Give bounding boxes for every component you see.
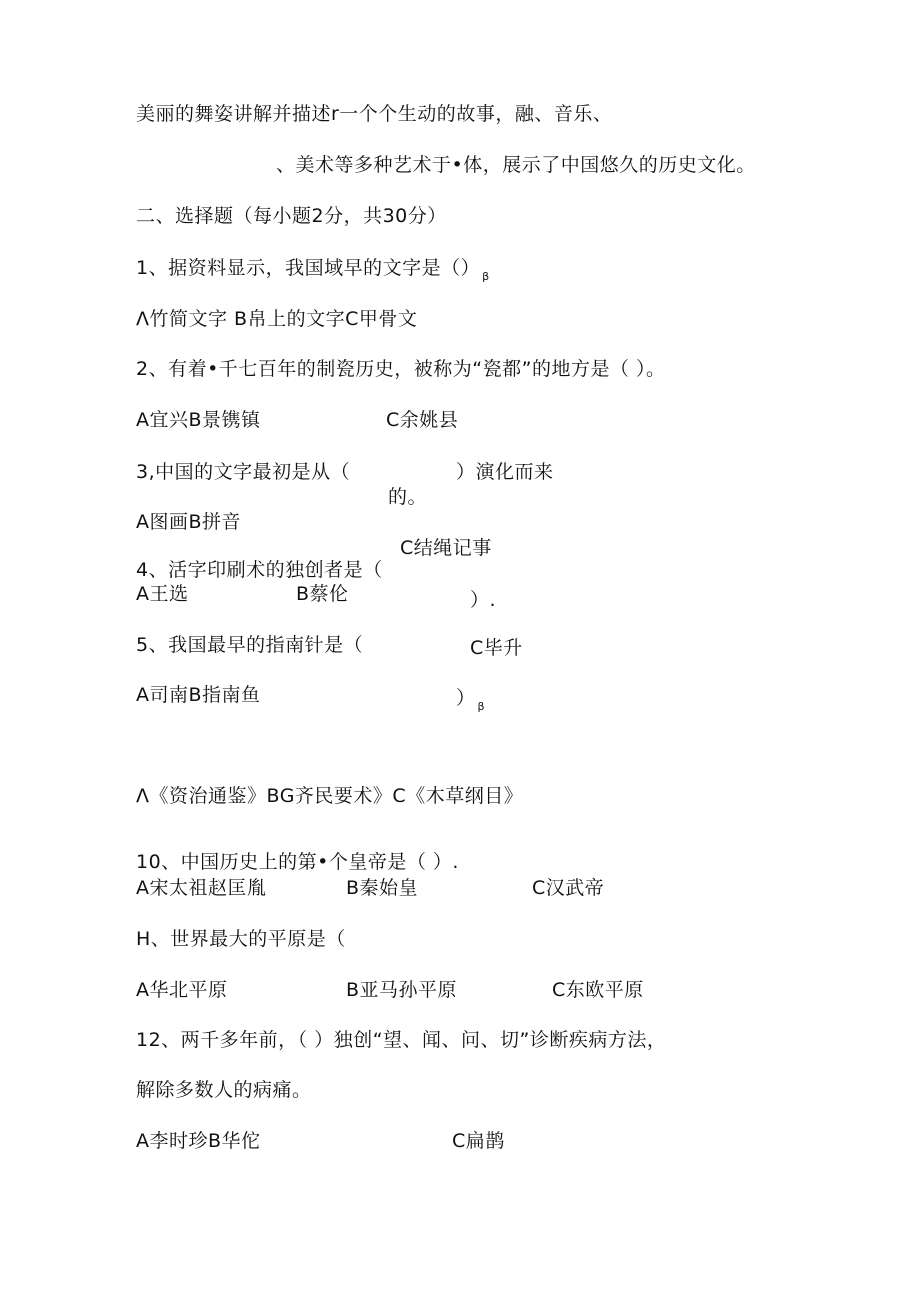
question-4-option-b: B蔡伦: [296, 583, 349, 605]
question-5-close-paren: ）: [456, 687, 476, 709]
question-11: H、世界最大的平原是（: [136, 928, 346, 950]
question-4: 4、活字印刷术的独创者是（: [136, 559, 383, 581]
question-5-option-c: C毕升: [470, 637, 523, 659]
question-1-options: Λ竹简文字 B帛上的文字C甲骨文: [136, 308, 418, 330]
text-line-intro-2: 、美术等多种艺术于•体，展示了中国悠久的历史文化。: [276, 154, 756, 176]
question-5: 5、我国最早的指南针是（: [136, 634, 364, 656]
question-1-text: 1、据资料显示，我国域早的文字是（）: [136, 257, 481, 279]
question-10-option-b: B秦始皇: [346, 877, 419, 899]
book-options: Λ《资治通鉴》BG齐民要术》C《木草纲目》: [136, 785, 524, 807]
question-3-tail: 的。: [388, 486, 428, 508]
section-heading: 二、选择题（每小题2分，共30分）: [136, 205, 447, 227]
question-2-options-ab: A宜兴B景镌镇: [136, 409, 261, 431]
question-12-continuation: 解除多数人的病痛。: [136, 1079, 312, 1101]
question-11-option-b: B亚马孙平原: [346, 979, 458, 1001]
question-11-option-c: C东欧平原: [552, 979, 644, 1001]
question-3-option-c: C结绳记事: [400, 537, 492, 559]
question-5-close: [456, 686, 485, 719]
question-1-mark: β: [482, 270, 490, 283]
question-12-options-ab: A李时珍B华佗: [136, 1130, 261, 1152]
question-1: [136, 256, 490, 289]
question-10-option-a: A宋太祖赵匡胤: [136, 877, 267, 899]
question-11-option-a: A华北平原: [136, 979, 228, 1001]
question-2-option-c: C余姚县: [386, 409, 459, 431]
question-12: 12、两千多年前，（ ）独创“望、闻、问、切”诊断疾病方法，: [136, 1029, 667, 1051]
question-12-option-c: C扁鹊: [452, 1130, 505, 1152]
question-3: 3,中国的文字最初是从（: [136, 461, 351, 483]
question-3-close: ）演化而来: [456, 461, 554, 483]
question-2: 2、有着•千七百年的制瓷历史，被称为“瓷都”的地方是（ ）。: [136, 358, 666, 380]
text-line-intro-1: 美丽的舞姿讲解并描述r一个个生动的故事，融、音乐、: [136, 103, 613, 125]
question-3-options-ab: A图画B拼音: [136, 511, 242, 533]
question-5-options-ab: A司南B指南鱼: [136, 684, 261, 706]
question-5-mark: β: [477, 700, 486, 713]
question-4-option-a: A王选: [136, 583, 189, 605]
question-10-option-c: C汉武帝: [532, 877, 605, 899]
question-4-close: ）.: [470, 589, 497, 611]
question-10: 10、中国历史上的第•个皇帝是（ ）.: [136, 851, 459, 873]
